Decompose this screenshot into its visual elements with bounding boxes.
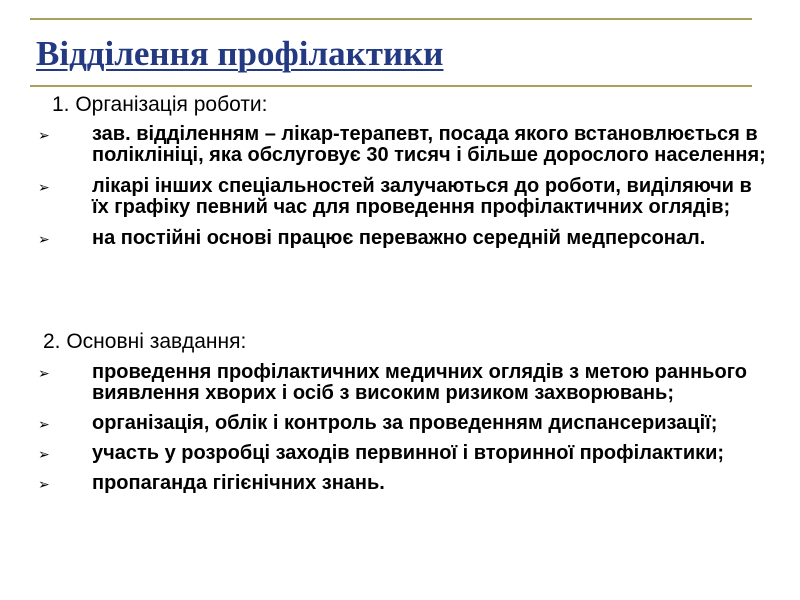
arrowhead-bullet-icon: ➢ bbox=[38, 446, 50, 462]
list-item-text: організація, облік і контроль за проведенням диспансеризації; bbox=[92, 412, 718, 434]
list-item-text: участь у розробці заходів первинної і вторинної профілактики; bbox=[92, 442, 725, 464]
list-item-text: проведення профілактичних медичних оглядів з метою раннього виявлення хворих і осіб з високим ризиком захворювань; bbox=[92, 361, 747, 404]
organization-list bbox=[0, 124, 772, 259]
arrowhead-bullet-icon: ➢ bbox=[38, 365, 50, 381]
slide-title: Відділення профілактики bbox=[36, 34, 444, 73]
arrowhead-bullet-icon: ➢ bbox=[38, 231, 50, 247]
list-item-text: зав. відділенням – лікар-терапевт, посада якого встановлюється в поліклініці, яка обслуговує 30 тисяч і більше дорослого населення; bbox=[92, 123, 766, 166]
list-item bbox=[38, 472, 772, 494]
list-item-text: лікарі інших спеціальностей залучаються до роботи, виділяючи в їх графіку певний час для проведення профілактичних оглядів; bbox=[92, 175, 752, 218]
list-item bbox=[38, 123, 772, 166]
list-item bbox=[38, 227, 772, 249]
arrowhead-bullet-icon: ➢ bbox=[38, 476, 50, 492]
list-item bbox=[38, 442, 772, 464]
list-item-text: пропаганда гігієнічних знань. bbox=[92, 472, 385, 494]
top-divider bbox=[30, 18, 752, 20]
list-item bbox=[38, 361, 772, 404]
title-divider bbox=[30, 85, 752, 87]
arrowhead-bullet-icon: ➢ bbox=[38, 179, 50, 195]
tasks-list bbox=[0, 362, 772, 503]
arrowhead-bullet-icon: ➢ bbox=[38, 416, 50, 432]
section-heading-tasks: 2. Основні завдання: bbox=[43, 330, 247, 353]
list-item bbox=[38, 412, 772, 434]
section-heading-organization: 1. Організація роботи: bbox=[52, 93, 268, 116]
list-item-text: на постійні основі працює переважно середній медперсонал. bbox=[92, 227, 706, 249]
arrowhead-bullet-icon: ➢ bbox=[38, 127, 50, 143]
list-item bbox=[38, 175, 772, 218]
